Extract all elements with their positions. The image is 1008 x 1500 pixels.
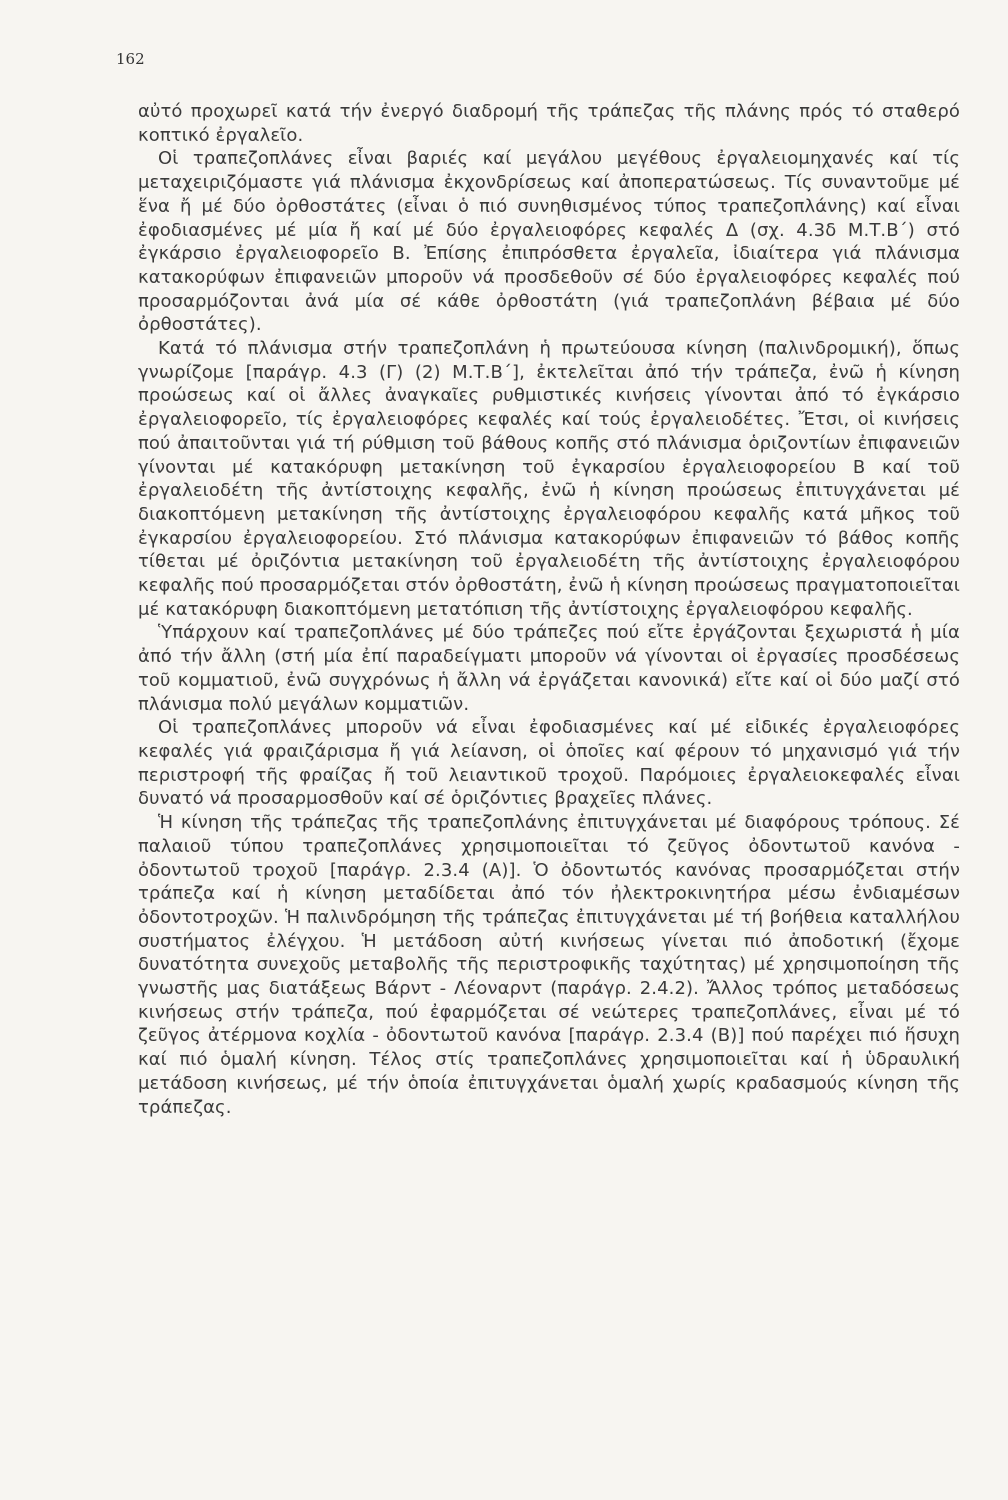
paragraph-3: Κατά τό πλάνισμα στήν τραπεζοπλάνη ἡ πρωτεύουσα κίνηση (παλινδρομική), ὅπως γνωρίζομε [παράγρ. 4.3 (Γ) (2) Μ.Τ.Β΄], ἐκτελεῖται ἀπό τήν τράπεζα, ἐνῶ ἡ κίνηση προώσεως καί οἱ ἄλλες ἀναγκαῖες ρυθμιστικές κινήσεις γίνονται ἀπό τό ἐγκάρσιο ἐργαλειοφορεῖο, τίς ἐργαλειοφόρες κεφαλές καί τούς ἐργαλειοδέτες. Ἔτσι, οἱ κινήσεις πού ἀπαιτοῦνται γιά τή ρύθμιση τοῦ βάθους κοπῆς στό πλάνισμα ὁριζοντίων ἐπιφανειῶν γίνονται μέ κατακόρυφη μετακίνηση τοῦ ἐγκαρσίου ἐργαλειοφορείου Β καί τοῦ ἐργαλειοδέτη τῆς ἀντίστοιχης κεφαλῆς, ἐνῶ ἡ κίνηση προώσεως ἐπιτυγχάνεται μέ διακοπτόμενη μετακίνηση τῆς ἀντίστοιχης ἐργαλειοφόρου κεφαλῆς κατά μῆκος τοῦ ἐγκαρσίου ἐργαλειοφορείου. Στό πλάνισμα κατακορύφων ἐπιφανειῶν τό βάθος κοπῆς τίθεται μέ ὀριζόντια μετακίνηση τοῦ ἐργαλειοδέτη τῆς ἀντίστοιχης ἐργαλειοφόρου κεφαλῆς πού προσαρμόζεται στόν ὀρθοστάτη, ἐνῶ ἡ κίνηση προώσεως πραγματοποιεῖται μέ κατακόρυφη διακοπτόμενη μετατόπιση τῆς ἀντίστοιχης ἐργαλειοφόρου κεφαλῆς. — [138, 338, 960, 620]
page-number: 162 — [116, 50, 145, 68]
paragraph-6: Ἡ κίνηση τῆς τράπεζας τῆς τραπεζοπλάνης ἐπιτυγχάνεται μέ διαφόρους τρόπους. Σέ παλαιοῦ τύπου τραπεζοπλάνες χρησιμοποιεῖται τό ζεῦγος ὀδοντωτοῦ κανόνα - ὀδοντωτοῦ τροχοῦ [παράγρ. 2.3.4 (Α)]. Ὁ ὀδοντωτός κανόνας προσαρμόζεται στήν τράπεζα καί ἡ κίνηση μεταδίδεται ἀπό τόν ἠλεκτροκινητήρα μέσω ἐνδιαμέσων ὀδοντοτροχῶν. Ἡ παλινδρόμηση τῆς τράπεζας ἐπιτυγχάνεται μέ τή βοήθεια καταλλήλου συστήματος ἐλέγχου. Ἡ μετάδοση αὐτή κινήσεως γίνεται πιό ἀποδοτική (ἔχομε δυνατότητα συνεχοῦς μεταβολῆς τῆς περιστροφικῆς ταχύτητας) μέ χρησιμοποίηση τῆς γνωστῆς μας διατάξεως Βάρντ - Λέοναρντ (παράγρ. 2.4.2). Ἄλλος τρόπος μεταδόσεως κινήσεως στήν τράπεζα, πού ἐφαρμόζεται σέ νεώτερες τραπεζοπλάνες, εἶναι μέ τό ζεῦγος ἀτέρμονα κοχλία - ὀδοντωτοῦ κανόνα [παράγρ. 2.3.4 (Β)] πού παρέχει πιό ἥσυχη καί πιό ὁμαλή κίνηση. Τέλος στίς τραπεζοπλάνες χρησιμοποιεῖται καί ἡ ὑδραυλική μετάδοση κινήσεως, μέ τήν ὁποία ἐπιτυγχάνεται ὁμαλή χωρίς κραδασμούς κίνηση τῆς τράπεζας. — [138, 812, 960, 1118]
paragraph-1: αὐτό προχωρεῖ κατά τήν ἐνεργό διαδρομή τῆς τράπεζας τῆς πλάνης πρός τό σταθερό κοπτικό ἐργαλεῖο. — [138, 101, 960, 146]
paragraph-5: Οἱ τραπεζοπλάνες μποροῦν νά εἶναι ἐφοδιασμένες καί μέ εἰδικές ἐργαλειοφόρες κεφαλές γιά φραιζάρισμα ἤ γιά λείανση, οἱ ὁποῖες καί φέρουν τό μηχανισμό γιά τήν περιστροφή τῆς φραίζας ἤ τοῦ λειαντικοῦ τροχοῦ. Παρόμοιες ἐργαλειοκεφαλές εἶναι δυνατό νά προσαρμοσθοῦν καί σέ ὁριζόντιες βραχεῖες πλάνες. — [138, 717, 960, 810]
paragraph-4: Ὑπάρχουν καί τραπεζοπλάνες μέ δύο τράπεζες πού εἴτε ἐργάζονται ξεχωριστά ἡ μία ἀπό τήν ἄλλη (στή μία ἐπί παραδείγματι μποροῦν νά γίνονται οἱ ἐργασίες προσδέσεως τοῦ κομματιοῦ, ἐνῶ συγχρόνως ἡ ἄλλη νά ἐργάζεται κανονικά) εἴτε καί οἱ δύο μαζί στό πλάνισμα πολύ μεγάλων κομματιῶν. — [138, 622, 960, 715]
paragraph-2: Οἱ τραπεζοπλάνες εἶναι βαριές καί μεγάλου μεγέθους ἐργαλειομηχανές καί τίς μεταχειριζόμαστε γιά πλάνισμα ἐκχονδρίσεως καί ἀποπερατώσεως. Τίς συναντοῦμε μέ ἕνα ἤ μέ δύο ὀρθοστάτες (εἶναι ὁ πιό συνηθισμένος τύπος τραπεζοπλάνης) καί εἶναι ἐφοδιασμένες μέ μία ἤ καί μέ δύο ἐργαλειοφόρες κεφαλές Δ (σχ. 4.3δ Μ.Τ.Β΄) στό ἐγκάρσιο ἐργαλειοφορεῖο Β. Ἐπίσης ἐπιπρόσθετα ἐργαλεῖα, ἰδιαίτερα γιά πλάνισμα κατακορύφων ἐπιφανειῶν μποροῦν νά προσδεθοῦν σέ δύο ἐργαλειοφόρες κεφαλές πού προσαρμόζονται ἀνά μία σέ κάθε ὀρθοστάτη (γιά τραπεζοπλάνη βέβαια μέ δύο ὀρθοστάτες). — [138, 148, 960, 336]
body-text — [138, 100, 960, 1119]
